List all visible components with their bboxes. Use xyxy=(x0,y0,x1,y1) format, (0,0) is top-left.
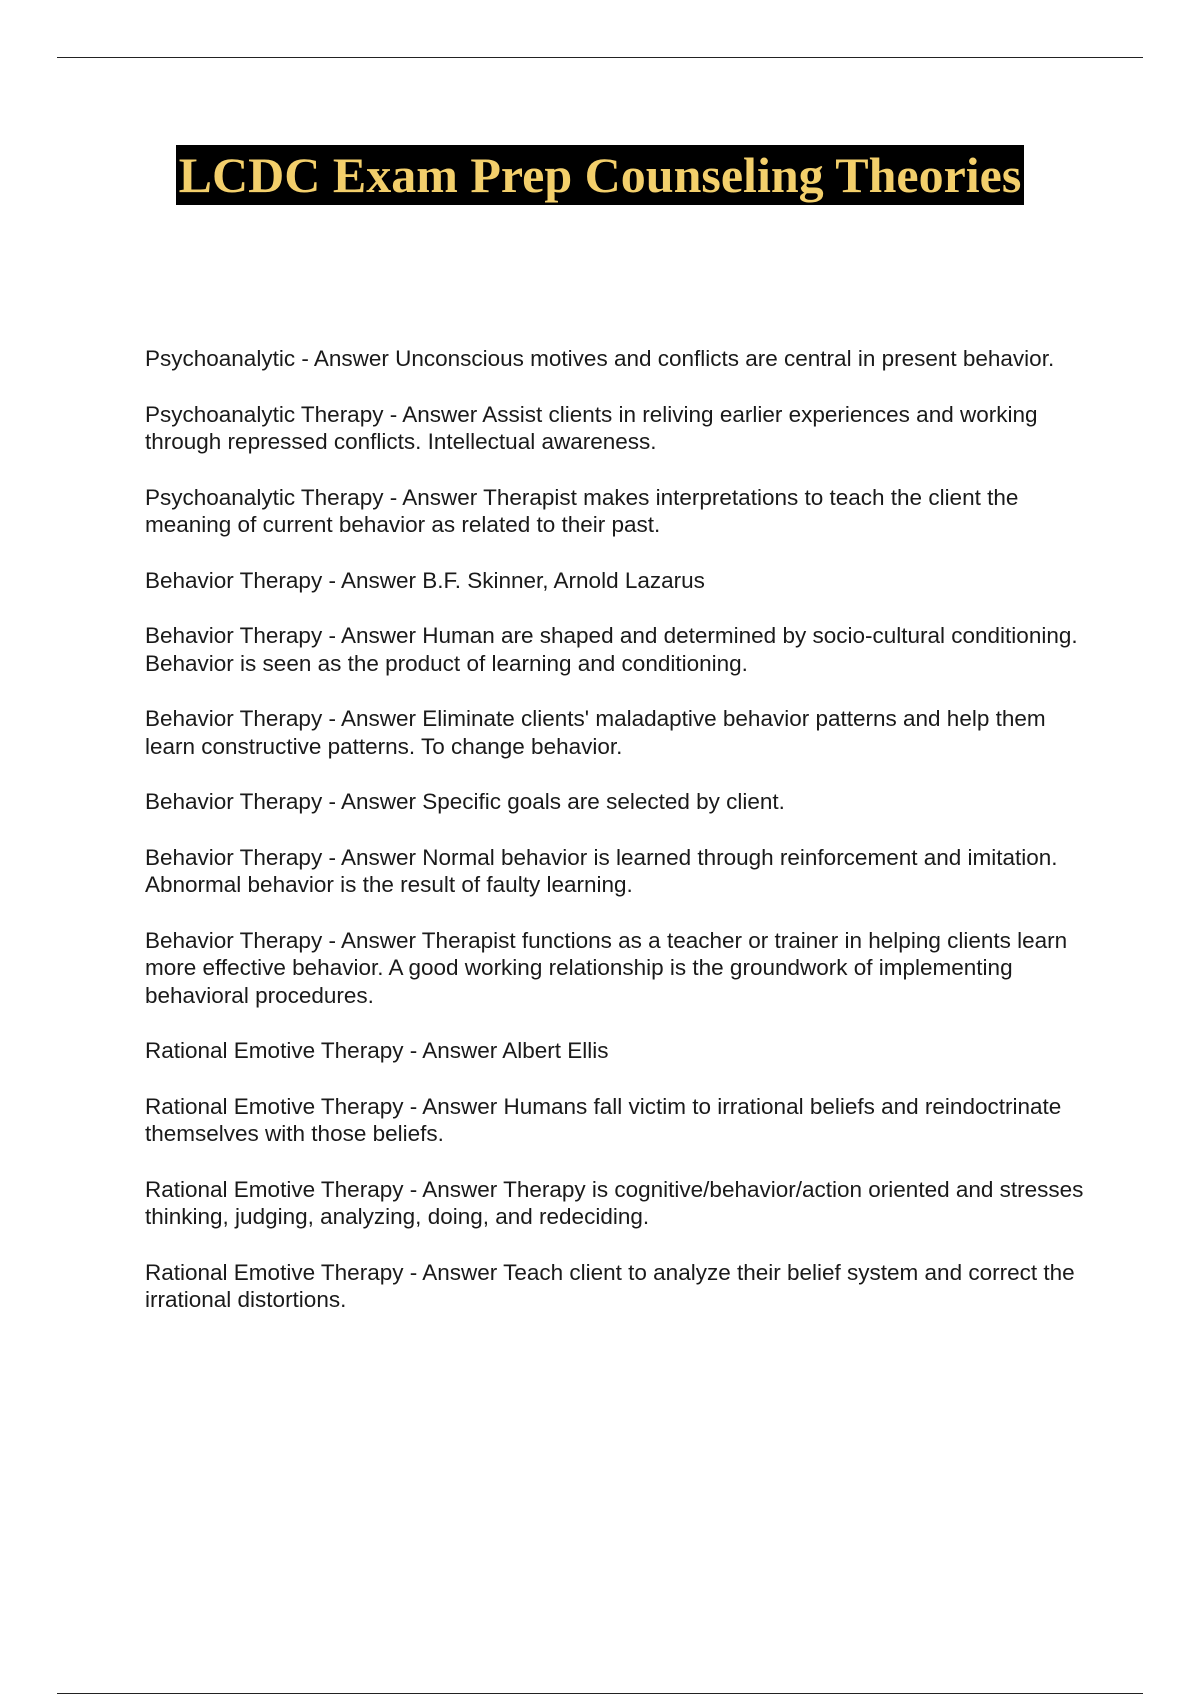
entry-item: Psychoanalytic Therapy - Answer Therapist makes interpretations to teach the client the meaning of current behavior as related to their past. xyxy=(145,484,1019,537)
title-container xyxy=(0,145,1200,205)
bottom-rule xyxy=(57,1693,1143,1694)
entry-item: Behavior Therapy - Answer Specific goals are selected by client. xyxy=(145,789,785,814)
entry-item: Rational Emotive Therapy - Answer Albert Ellis xyxy=(145,1038,609,1063)
entry-item: Psychoanalytic Therapy - Answer Assist clients in reliving earlier experiences and working through repressed conflicts. Intellectual awareness. xyxy=(145,401,1038,454)
entry-item: Rational Emotive Therapy - Answer Therapy is cognitive/behavior/action oriented and stresses thinking, judging, analyzing, doing, and redeciding. xyxy=(145,1176,1084,1229)
entry-item: Behavior Therapy - Answer B.F. Skinner, Arnold Lazarus xyxy=(145,567,705,593)
entry-item: Behavior Therapy - Answer Normal behavior is learned through reinforcement and imitation. Abnormal behavior is the result of faulty learning. xyxy=(145,844,1058,897)
entry-item: Behavior Therapy - Answer Eliminate clients' maladaptive behavior patterns and help them learn constructive patterns. To change behavior. xyxy=(145,706,1046,759)
document-title: LCDC Exam Prep Counseling Theories xyxy=(176,145,1025,205)
entry-item: Behavior Therapy - Answer Human are shaped and determined by socio-cultural conditioning. Behavior is seen as the product of learning and conditioning. xyxy=(145,623,1078,676)
entry-item: Psychoanalytic - Answer Unconscious motives and conflicts are central in present behavior. xyxy=(145,346,1055,371)
entry-item: Behavior Therapy - Answer Therapist functions as a teacher or trainer in helping clients learn more effective behavior. A good working relationship is the groundwork of implementing behavioral procedures. xyxy=(145,927,1068,1008)
top-rule xyxy=(57,57,1143,58)
entry-item: Rational Emotive Therapy - Answer Teach client to analyze their belief system and correct the irrational distortions. xyxy=(145,1259,1075,1312)
entry-item: Rational Emotive Therapy - Answer Humans fall victim to irrational beliefs and reindoctrinate themselves with those beliefs. xyxy=(145,1093,1062,1146)
entry-list xyxy=(145,345,1095,1342)
